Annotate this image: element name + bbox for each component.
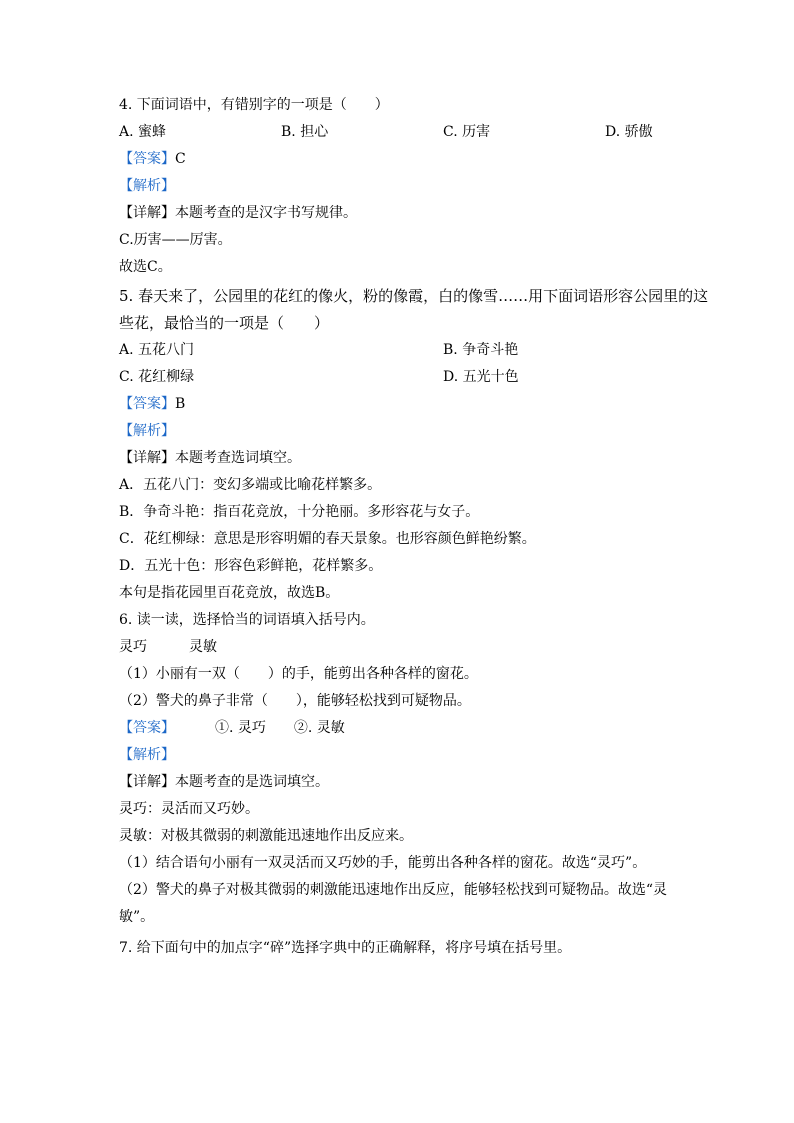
q4-detail-text: 本题考查的是汉字书写规律。	[175, 205, 357, 221]
q5-option-c: C. 花红柳绿	[119, 369, 195, 385]
q4-answer	[119, 149, 186, 169]
answer-tag: 【答案】	[119, 396, 175, 412]
q6-word: 灵敏	[189, 639, 217, 655]
q6-detail-line: 灵敏：对极其微弱的刺激能迅速地作出反应来。	[119, 828, 413, 844]
q6-stem: 6. 读一读，选择恰当的词语填入括号内。	[119, 612, 375, 628]
q6-detail	[119, 772, 329, 792]
detail-tag: 【详解】	[119, 205, 175, 221]
q6-answer-value: ①. 灵巧	[215, 720, 266, 736]
q5-answer	[119, 394, 185, 414]
q6-detail-line: 敏”。	[119, 909, 155, 925]
q4-option-c: C. 历害	[443, 124, 491, 140]
q4-detail-line: C.历害——厉害。	[119, 232, 232, 248]
q6-item: （1）小丽有一双（ ）的手，能剪出各种各样的窗花。	[119, 666, 478, 682]
q6-detail-text: 本题考查的是选词填空。	[175, 774, 329, 790]
q5-detail-line: C．花红柳绿：意思是形容明媚的春天景象。也形容颜色鲜艳纷繁。	[119, 531, 536, 547]
q5-option-d: D. 五光十色	[443, 369, 519, 385]
q4-analysis-tag: 【解析】	[119, 178, 175, 194]
detail-tag: 【详解】	[119, 774, 175, 790]
q4-detail-line: 故选C。	[119, 259, 172, 275]
q5-detail-text: 本题考查选词填空。	[175, 450, 301, 466]
q5-analysis-tag: 【解析】	[119, 423, 175, 439]
q4-option-a: A. 蜜蜂	[119, 124, 167, 140]
q6-detail-line: （1）结合语句小丽有一双灵活而又巧妙的手，能剪出各种各样的窗花。故选“灵巧”。	[119, 855, 647, 871]
q5-detail-line: 本句是指花园里百花竞放，故选B。	[119, 585, 340, 601]
q6-answer-value: ②. 灵敏	[293, 720, 345, 736]
detail-tag: 【详解】	[119, 450, 175, 466]
q5-option-b: B. 争奇斗艳	[443, 342, 519, 358]
q5-stem-line2: 些花，最恰当的一项是（ ）	[119, 314, 330, 332]
q4-answer-value: C	[175, 151, 186, 167]
answer-tag: 【答案】	[119, 720, 175, 736]
q5-answer-value: B	[175, 396, 186, 412]
q6-detail-line: 灵巧：灵活而又巧妙。	[119, 801, 259, 817]
q5-detail-line: D．五光十色：形容色彩鲜艳，花样繁多。	[119, 558, 383, 574]
q4-detail	[119, 203, 357, 223]
q7-stem: 7. 给下面句中的加点字“碎”选择字典中的正确解释，将序号填在括号里。	[119, 940, 572, 956]
q4-option-d: D. 骄傲	[605, 124, 653, 140]
q5-detail-line: A．五花八门：变幻多端或比喻花样繁多。	[119, 477, 382, 493]
q6-word: 灵巧	[119, 639, 147, 655]
q5-detail-line: B．争奇斗艳：指百花竞放，十分艳丽。多形容花与女子。	[119, 504, 480, 520]
q5-detail	[119, 448, 301, 468]
q4-option-b: B. 担心	[281, 124, 329, 140]
q4-stem: 4. 下面词语中，有错别字的一项是（ ）	[119, 97, 389, 113]
q5-option-a: A. 五花八门	[119, 342, 195, 358]
answer-tag: 【答案】	[119, 151, 175, 167]
q6-detail-line: （2）警犬的鼻子对极其微弱的刺激能迅速地作出反应，能够轻松找到可疑物品。故选“灵	[119, 882, 668, 898]
q6-item: （2）警犬的鼻子非常（ ），能够轻松找到可疑物品。	[119, 693, 471, 709]
q6-analysis-tag: 【解析】	[119, 747, 175, 763]
q6-answer	[119, 718, 345, 738]
q5-stem-line1: 5. 春天来了，公园里的花红的像火，粉的像霞，白的像雪……用下面词语形容公园里的这	[119, 287, 709, 305]
